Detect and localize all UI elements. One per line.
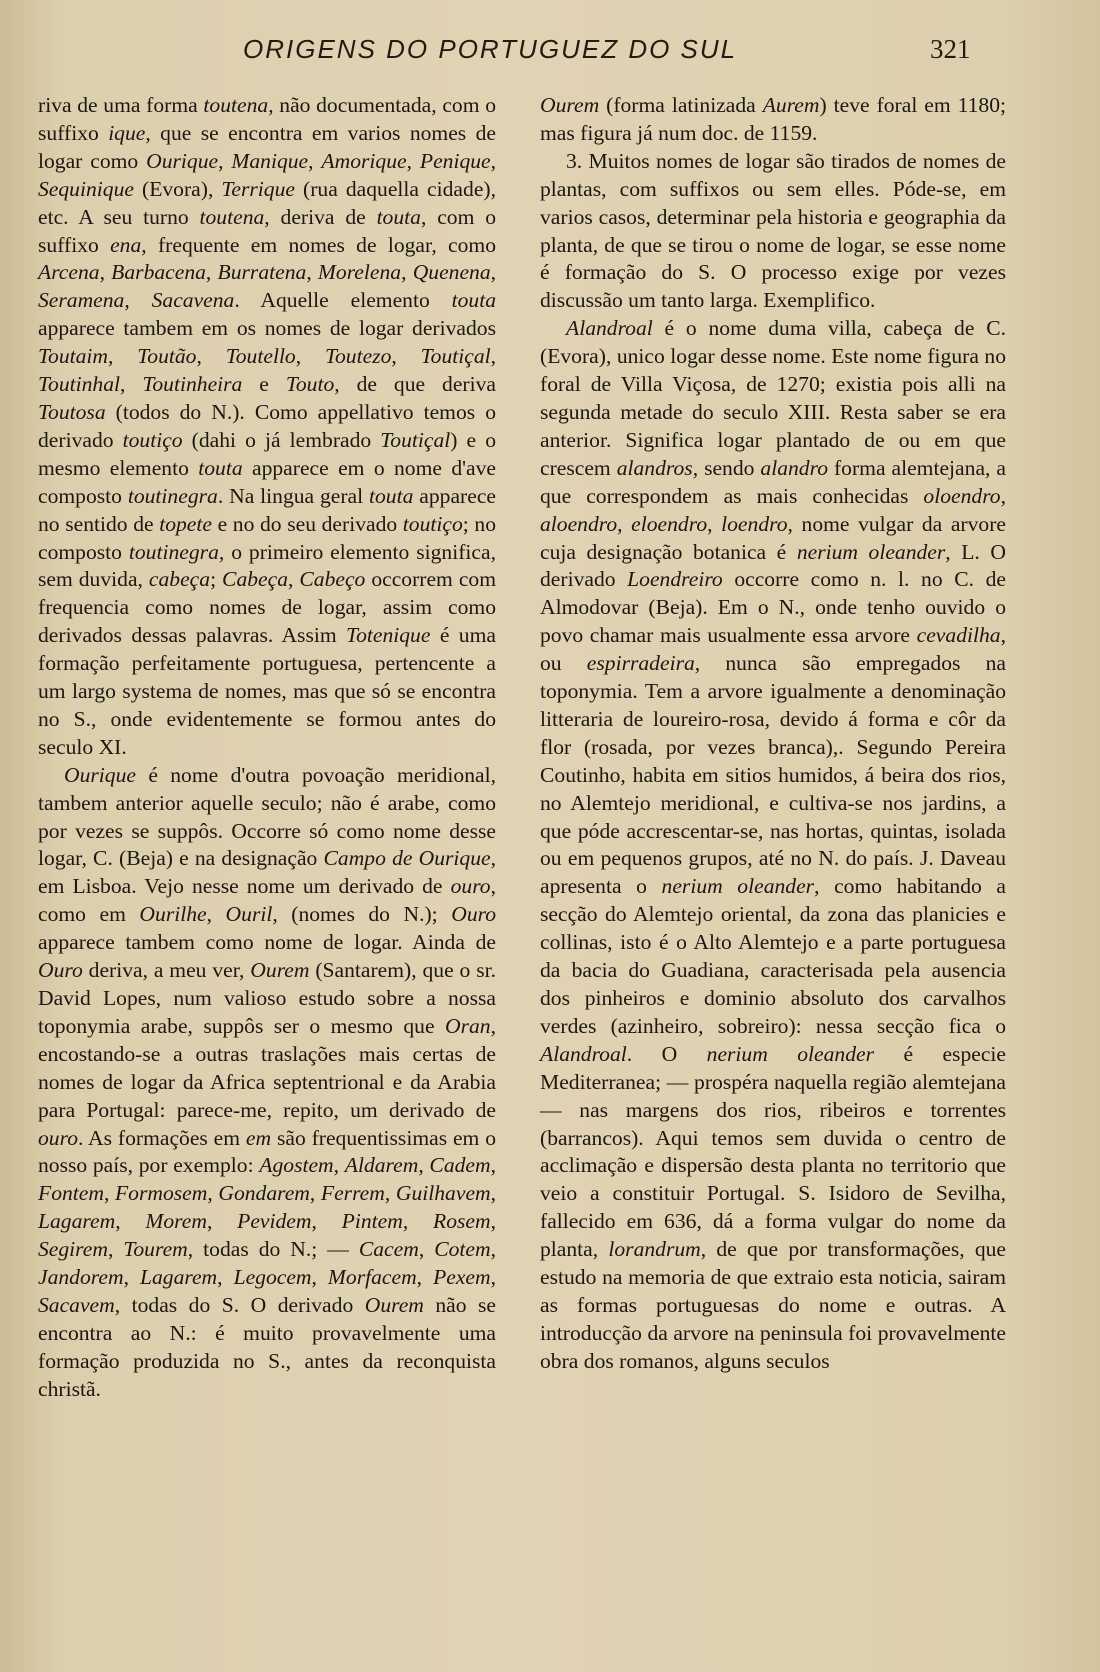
page-header (0, 30, 1100, 80)
paragraph: Alandroal é o nome duma villa, cabeça de C. (Evora), unico logar desse nome. Este nome figura no foral de Villa Viçosa, de 1270; existia pois alli na segunda metade do seculo XIII. Resta saber se era anterior. Significa logar plantado de ou em que crescem alandros, sendo alandro forma alemtejana, a que correspondem as mais conhecidas oloendro, aloendro, eloendro, loendro, nome vulgar da arvore cuja designação botanica é nerium oleander, L. O derivado Loendreiro occorre como n. l. no C. de Almodovar (Beja). Em o N., onde tenho ouvido o povo chamar mais usualmente essa arvore cevadilha, ou espirradeira, nunca são empregados na toponymia. Tem a arvore igualmente a denominação litteraria de loureiro-rosa, devido á forma e côr da flor (rosada, por vezes branca),. Segundo Pereira Coutinho, habita em sitios humidos, á beira dos rios, no Alemtejo meridional, e cultiva-se nos jardins, a que póde accrescentar-se, nas hortas, quintas, isolada ou em pequenos grupos, até no N. do país. J. Daveau apresenta o nerium oleander, como habitando a secção do Alemtejo oriental, da zona das planicies e collinas, isto é o Alto Alemtejo e a parte portuguesa da bacia do Guadiana, caracterisada pela ausencia dos pinheiros e dominio absoluto dos carvalhos verdes (azinheiro, sobreiro): nessa secção fica o Alandroal. O nerium oleander é especie Mediterranea; — prospéra naquella região alemtejana — nas margens dos rios, ribeiros e torrentes (barrancos). Aqui temos sem duvida o centro de acclimação e dispersão desta planta no territorio que veio a constituir Portugal. S. Isidoro de Sevilha, fallecido em 636, dá a forma vulgar do nome da planta, lorandrum, de que por transformações, que estudo na memoria de que extraio esta noticia, sairam as formas portuguesas do nome e outras. A introducção da arvore na peninsula foi provavelmente obra dos romanos, alguns seculos (540, 316, 1007, 1373)
paragraph: Ourique é nome d'outra povoação meridional, tambem anterior aquelle seculo; não é arabe, como por vezes se suppôs. Occorre só como nome desse logar, C. (Beja) e na designação Campo de Ourique, em Lisboa. Vejo nesse nome um derivado de ouro, como em Ourilhe, Ouril, (nomes do N.); Ouro apparece tambem como nome de logar. Ainda de Ouro deriva, a meu ver, Ourem (Santarem), que o sr. David Lopes, num valioso estudo sobre a nossa toponymia arabe, suppôs ser o mesmo que Oran, encostando-se a outras traslações mais certas de nomes de logar da Africa septentrional e da Arabia para Portugal: parece-me, repito, um derivado de ouro. As formações em em são frequentissimas em o nosso país, por exemplo: Agostem, Aldarem, Cadem, Fontem, Formosem, Gondarem, Ferrem, Guilhavem, Lagarem, Morem, Pevidem, Pintem, Rosem, Segirem, Tourem, todas do N.; — Cacem, Cotem, Jandorem, Lagarem, Legocem, Morfacem, Pexem, Sacavem, todas do S. O derivado Ourem não se encontra ao N.: é muito provavelmente uma formação produzida no S., antes da reconquista christã. (38, 762, 497, 1401)
paragraph: 3. Muitos nomes de logar são tirados de nomes de plantas, com suffixos ou sem elles. Póde-se, em varios casos, determinar pela historia e geographia da planta, de que se tirou o nome de logar, se esse nome é formação do S. O processo exige por vezes discussão um tanto larga. Exemplifico. (540, 148, 1006, 313)
paragraph: Ourem (forma latinizada Aurem) teve foral em 1180; mas figura já num doc. de 1159. (540, 93, 1007, 145)
running-title: ORIGENS DO PORTUGUEZ DO SUL (243, 34, 738, 64)
right-column (540, 92, 1006, 1602)
left-column (38, 92, 496, 1602)
paragraph: riva de uma forma toutena, não documentada, com o suffixo ique, que se encontra em varios nomes de logar como Ourique, Manique, Amorique, Penique, Sequinique (Evora), Terrique (rua daquella cidade), etc. A seu turno toutena, deriva de touta, com o suffixo ena, frequente em nomes de logar, como Arcena, Barbacena, Burratena, Morelena, Quenena, Seramena, Sacavena. Aquelle elemento touta apparece tambem em os nomes de logar derivados Toutaim, Toutão, Toutello, Toutezo, Toutiçal, Toutinhal, Toutinheira e Touto, de que deriva Toutosa (todos do N.). Como appellativo temos o derivado toutiço (dahi o já lembrado Toutiçal) e o mesmo elemento touta apparece em o nome d'ave composto toutinegra. Na lingua geral touta apparece no sentido de topete e no do seu derivado toutiço; no composto toutinegra, o primeiro elemento significa, sem duvida, cabeça; Cabeça, Cabeço occorrem com frequencia como nomes de logar, assim como derivados dessas palavras. Assim Totenique é uma formação perfeitamente portuguesa, pertencente a um largo systema de nomes, mas que só se encontra no S., onde evidentemente se formou antes do seculo XI. (38, 93, 497, 759)
page-number: 321 (930, 34, 971, 64)
